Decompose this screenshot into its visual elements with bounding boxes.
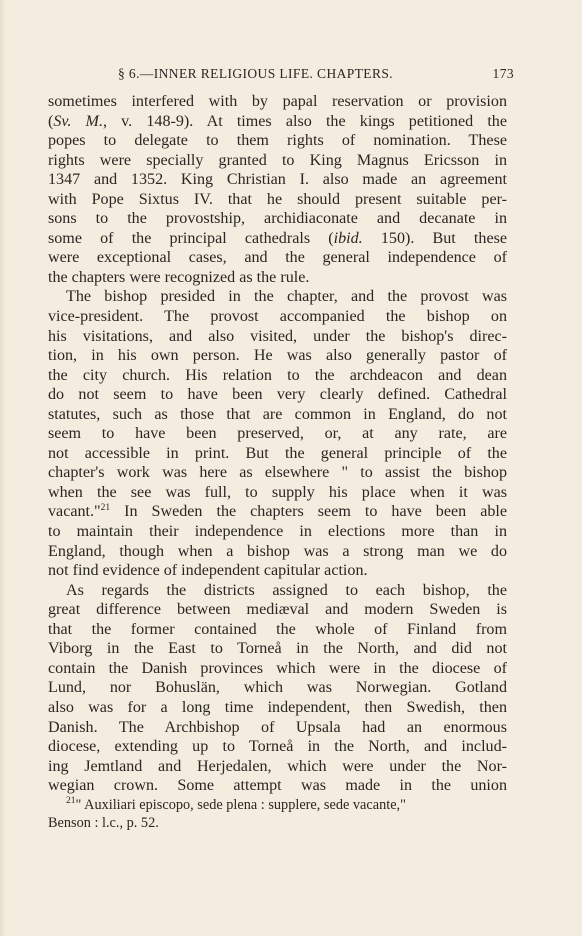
text-line: 1347 and 1352. King Christian I. also made an agreement: [48, 171, 507, 189]
citation-italic: Sv. M.: [53, 112, 103, 130]
text-line: also was for a long time independent, then Swedish, then: [48, 698, 507, 716]
text-line: the city church. His relation to the archdeacon and dean: [48, 366, 507, 384]
text-line: vacant."$^{21}$ In Sweden the chapters seem to have been able: [48, 503, 507, 521]
text-line: popes to delegate to them rights of nomination. These: [48, 132, 507, 150]
text-line: ing Jemtland and Herjedalen, which were under the Nor-: [48, 757, 507, 775]
text-line: chapter's work was here as elsewhere " to assist the bishop: [48, 464, 507, 482]
text-line: with Pope Sixtus IV. that he should present suitable per-: [48, 190, 507, 208]
text-line: (Sv. M., v. 148-9). At times also the kings petitioned the: [48, 112, 507, 130]
text-line: not find evidence of independent capitular action.: [48, 562, 368, 580]
page-number: 173: [492, 66, 514, 81]
text-line: wegian crown. Some attempt was made in the union: [48, 777, 507, 795]
footnote-reference: 21: [100, 503, 111, 514]
text-line: rights were specially granted to King Magnus Ericsson in: [48, 151, 507, 169]
text-line: statutes, such as those that are common in England, do not: [48, 405, 507, 423]
text-line: his visitations, and also visited, under the bishop's direc-: [48, 327, 507, 345]
running-head-title: § 6.—INNER RELIGIOUS LIFE. CHAPTERS.: [118, 66, 394, 81]
text-line: England, though when a bishop was a strong man we do: [48, 542, 507, 560]
text-line: sons to the provostship, archidiaconate and decanate in: [48, 210, 507, 228]
text-line: that the former contained the whole of Finland from: [48, 620, 507, 638]
text-line: were exceptional cases, and the general independence of: [48, 249, 507, 267]
footnote-marker: 21: [66, 796, 76, 806]
footnote-line: $^{21}$" Auxiliari episcopo, sede plena : supplere, sede vacante,": [66, 796, 406, 813]
text-line: seem to have been preserved, or, at any rate, are: [48, 425, 507, 443]
text-line: Lund, nor Bohuslän, which was Norwegian. Gotland: [48, 679, 507, 697]
paragraph-start: The bishop presided in the chapter, and the provost was: [66, 288, 507, 306]
citation-italic: ibid.: [333, 229, 363, 247]
paragraph-start: As regards the districts assigned to each bishop, the: [66, 581, 507, 599]
text-line: not accessible in print. But the general principle of the: [48, 444, 507, 462]
text-line: the chapters were recognized as the rule.: [48, 268, 310, 286]
text-line: vice-president. The provost accompanied the bishop on: [48, 308, 507, 326]
footnote-line: Benson : l.c., p. 52.: [48, 814, 159, 831]
text-line: some of the principal cathedrals (ibid. 150). But these: [48, 229, 507, 247]
text-line: do not seem to have been very clearly defined. Cathedral: [48, 386, 507, 404]
text-line: great difference between mediæval and modern Sweden is: [48, 601, 507, 619]
text-line: Viborg in the East to Torneå in the North, and did not: [48, 640, 507, 658]
text-line: sometimes interfered with by papal reservation or provision: [48, 93, 507, 110]
body-text: [48, 92, 507, 796]
text-line: when the see was full, to supply his place when it was: [48, 483, 507, 501]
page-edge: [0, 0, 6, 936]
text-line: diocese, extending up to Torneå in the North, and includ-: [48, 738, 507, 756]
text-line: contain the Danish provinces which were in the diocese of: [48, 659, 507, 677]
text-line: tion, in his own person. He was also generally pastor of: [48, 347, 507, 365]
text-line: Danish. The Archbishop of Upsala had an enormous: [48, 718, 507, 736]
footnote: [48, 797, 507, 832]
text-line: to maintain their independence in elections more than in: [48, 523, 507, 541]
